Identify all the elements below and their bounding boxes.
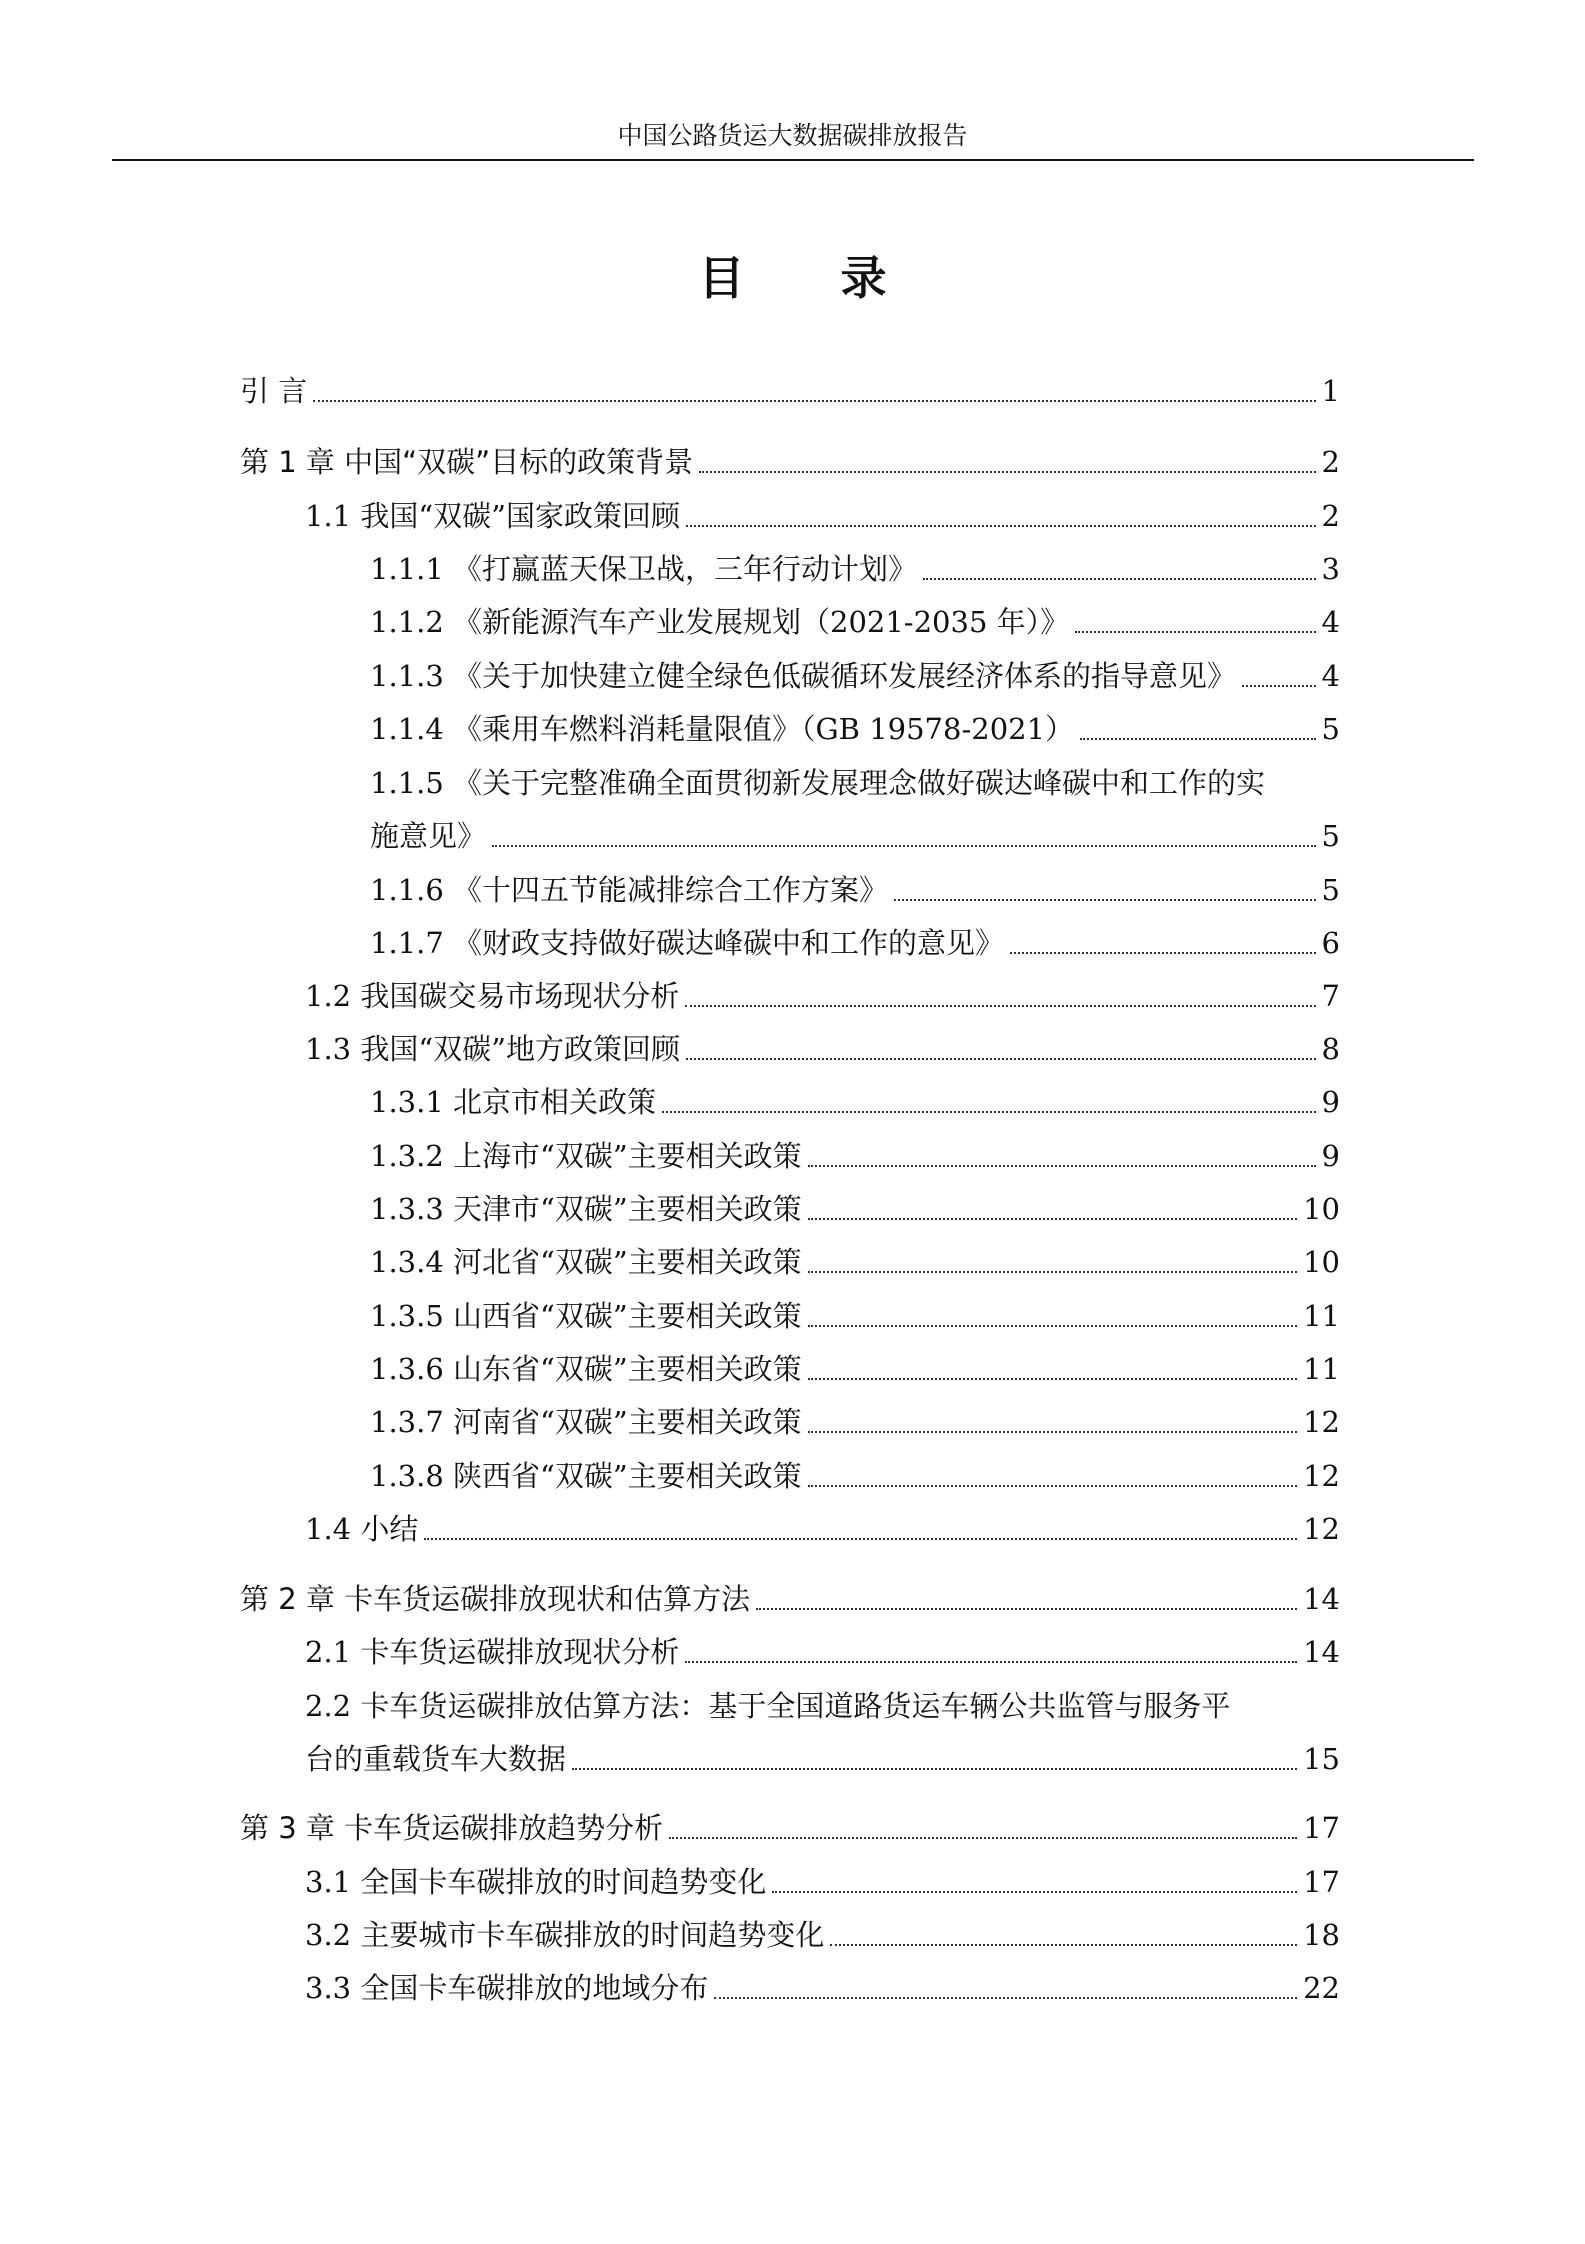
toc-entry-1-3-4[interactable] <box>370 1242 1340 1282</box>
toc-entry-page: 7 <box>1321 979 1340 1013</box>
toc-entry-label: 2.2 卡车货运碳排放估算方法：基于全国道路货运车辆公共监管与服务平 <box>305 1689 1231 1723</box>
toc-entry-label: 引 言 <box>240 374 308 408</box>
dot-leader <box>1075 631 1315 633</box>
toc-entry-intro[interactable] <box>240 371 1340 411</box>
toc-entry-1-1-4[interactable] <box>370 709 1340 749</box>
toc-entry-label: 2.1 卡车货运碳排放现状分析 <box>305 1635 680 1669</box>
dot-leader <box>424 1538 1297 1540</box>
toc-entry-label: 1.4 小结 <box>305 1512 419 1546</box>
toc-entry-page: 18 <box>1303 1918 1340 1952</box>
dot-leader <box>572 1768 1297 1770</box>
toc-entry-2-2-line1[interactable] <box>305 1686 1340 1726</box>
toc-entry-page: 3 <box>1321 552 1340 586</box>
dot-leader <box>808 1485 1297 1487</box>
dot-leader <box>699 471 1315 473</box>
toc-entry-label: 1.1.5 《关于完整准确全面贯彻新发展理念做好碳达峰碳中和工作的实 <box>370 766 1266 800</box>
dot-leader <box>894 899 1316 901</box>
toc-entry-label: 第 1 章 中国“双碳”目标的政策背景 <box>240 445 694 479</box>
toc-entry-1-3-6[interactable] <box>370 1349 1340 1389</box>
toc-entry-label: 1.1.1 《打赢蓝天保卫战，三年行动计划》 <box>370 552 918 586</box>
dot-leader <box>685 1005 1315 1007</box>
toc-title: 目 录 <box>698 251 927 305</box>
toc-entry-page: 9 <box>1321 1085 1340 1119</box>
toc-entry-page: 14 <box>1303 1635 1340 1669</box>
dot-leader <box>808 1218 1297 1220</box>
toc-entry-page: 2 <box>1321 499 1340 533</box>
dot-leader <box>685 1661 1297 1663</box>
toc-entry-1-1-3[interactable] <box>370 656 1340 696</box>
toc-entry-label: 1.1.4 《乘用车燃料消耗量限值》（GB 19578-2021） <box>370 712 1075 746</box>
toc-entry-page: 1 <box>1321 374 1340 408</box>
toc-entry-label: 1.3.7 河南省“双碳”主要相关政策 <box>370 1405 802 1439</box>
toc-entry-1-3[interactable] <box>305 1029 1340 1069</box>
dot-leader <box>1242 685 1316 687</box>
toc-entry-2-2-line2[interactable] <box>305 1739 1340 1779</box>
toc-entry-label: 1.3.1 北京市相关政策 <box>370 1085 657 1119</box>
toc-entry-page: 12 <box>1303 1512 1340 1546</box>
toc-entry-label: 1.3.8 陕西省“双碳”主要相关政策 <box>370 1459 802 1493</box>
toc-entry-page: 14 <box>1303 1582 1340 1616</box>
toc-entry-page: 10 <box>1303 1192 1340 1226</box>
toc-entry-1-3-5[interactable] <box>370 1296 1340 1336</box>
toc-entry-1-4[interactable] <box>305 1509 1340 1549</box>
dot-leader <box>808 1431 1297 1433</box>
toc-entry-page: 11 <box>1303 1352 1340 1386</box>
dot-leader <box>808 1165 1316 1167</box>
toc-entry-3-1[interactable] <box>305 1862 1340 1902</box>
toc-entry-chapter-2[interactable] <box>240 1579 1340 1619</box>
toc-entry-page: 22 <box>1303 1971 1340 2005</box>
toc-entry-1-3-8[interactable] <box>370 1456 1340 1496</box>
toc-entry-1-3-3[interactable] <box>370 1189 1340 1229</box>
toc-entry-label: 1.3.4 河北省“双碳”主要相关政策 <box>370 1245 802 1279</box>
dot-leader <box>772 1891 1297 1893</box>
toc-entry-1-1-5-line2[interactable] <box>370 816 1340 856</box>
dot-leader <box>313 400 1315 402</box>
toc-entry-label: 3.3 全国卡车碳排放的地域分布 <box>305 1971 709 2005</box>
toc-entry-label: 台的重载货车大数据 <box>305 1742 567 1776</box>
dot-leader <box>686 1058 1316 1060</box>
dot-leader <box>662 1111 1316 1113</box>
toc-entry-3-2[interactable] <box>305 1915 1340 1955</box>
dot-leader <box>492 845 1316 847</box>
toc-entry-1-3-2[interactable] <box>370 1136 1340 1176</box>
dot-leader <box>669 1837 1297 1839</box>
toc-entry-chapter-1[interactable] <box>240 442 1340 482</box>
toc-entry-1-1[interactable] <box>305 496 1340 536</box>
toc-entry-label: 1.3.2 上海市“双碳”主要相关政策 <box>370 1139 802 1173</box>
toc-entry-label: 1.1.2 《新能源汽车产业发展规划（2021-2035 年）》 <box>370 605 1070 639</box>
toc-entry-page: 6 <box>1321 926 1340 960</box>
toc-entry-2-1[interactable] <box>305 1632 1340 1672</box>
toc-entry-label: 1.1.7 《财政支持做好碳达峰碳中和工作的意见》 <box>370 926 1005 960</box>
toc-entry-page: 5 <box>1321 819 1340 853</box>
toc-entry-label: 1.3 我国“双碳”地方政策回顾 <box>305 1032 680 1066</box>
toc-entry-label: 1.1.3 《关于加快建立健全绿色低碳循环发展经济体系的指导意见》 <box>370 659 1237 693</box>
dot-leader <box>808 1378 1297 1380</box>
toc-entry-label: 施意见》 <box>370 819 487 853</box>
toc-entry-page: 4 <box>1321 659 1340 693</box>
toc-entry-page: 10 <box>1303 1245 1340 1279</box>
toc-entry-1-3-7[interactable] <box>370 1402 1340 1442</box>
toc-entry-1-2[interactable] <box>305 976 1340 1016</box>
toc-entry-page: 12 <box>1303 1405 1340 1439</box>
toc-entry-label: 第 3 章 卡车货运碳排放趋势分析 <box>240 1811 664 1845</box>
dot-leader <box>808 1325 1297 1327</box>
toc-entry-page: 9 <box>1321 1139 1340 1173</box>
toc-entry-label: 1.3.3 天津市“双碳”主要相关政策 <box>370 1192 802 1226</box>
toc-entry-label: 第 2 章 卡车货运碳排放现状和估算方法 <box>240 1582 751 1616</box>
toc-entry-page: 8 <box>1321 1032 1340 1066</box>
toc-entry-page: 15 <box>1303 1742 1340 1776</box>
toc-entry-label: 1.3.5 山西省“双碳”主要相关政策 <box>370 1299 802 1333</box>
running-header: 中国公路货运大数据碳排放报告 <box>617 121 968 150</box>
toc-entry-page: 4 <box>1321 605 1340 639</box>
toc-entry-label: 1.1.6 《十四五节能减排综合工作方案》 <box>370 873 889 907</box>
toc-entry-3-3[interactable] <box>305 1968 1340 2008</box>
toc-entry-1-1-2[interactable] <box>370 602 1340 642</box>
toc-entry-label: 1.3.6 山东省“双碳”主要相关政策 <box>370 1352 802 1386</box>
toc-entry-page: 5 <box>1321 712 1340 746</box>
dot-leader <box>714 1997 1297 1999</box>
toc-entry-label: 1.1 我国“双碳”国家政策回顾 <box>305 499 680 533</box>
toc-entry-label: 3.1 全国卡车碳排放的时间趋势变化 <box>305 1865 767 1899</box>
dot-leader <box>756 1608 1297 1610</box>
toc-entry-chapter-3[interactable] <box>240 1808 1340 1848</box>
toc-entry-1-1-1[interactable] <box>370 549 1340 589</box>
toc-entry-1-1-7[interactable] <box>370 923 1340 963</box>
dot-leader <box>830 1944 1297 1946</box>
dot-leader <box>923 578 1316 580</box>
toc-entry-1-1-6[interactable] <box>370 870 1340 910</box>
toc-entry-label: 1.2 我国碳交易市场现状分析 <box>305 979 680 1013</box>
toc-entry-page: 12 <box>1303 1459 1340 1493</box>
dot-leader <box>808 1271 1297 1273</box>
toc-entry-1-1-5-line1[interactable] <box>370 763 1340 803</box>
toc-entry-page: 2 <box>1321 445 1340 479</box>
dot-leader <box>1010 952 1316 954</box>
toc-entry-1-3-1[interactable] <box>370 1082 1340 1122</box>
toc-entry-label: 3.2 主要城市卡车碳排放的时间趋势变化 <box>305 1918 825 1952</box>
toc-entry-page: 11 <box>1303 1299 1340 1333</box>
toc-entry-page: 17 <box>1303 1865 1340 1899</box>
toc-entry-page: 5 <box>1321 873 1340 907</box>
dot-leader <box>1080 738 1315 740</box>
toc-entry-page: 17 <box>1303 1811 1340 1845</box>
dot-leader <box>686 525 1316 527</box>
